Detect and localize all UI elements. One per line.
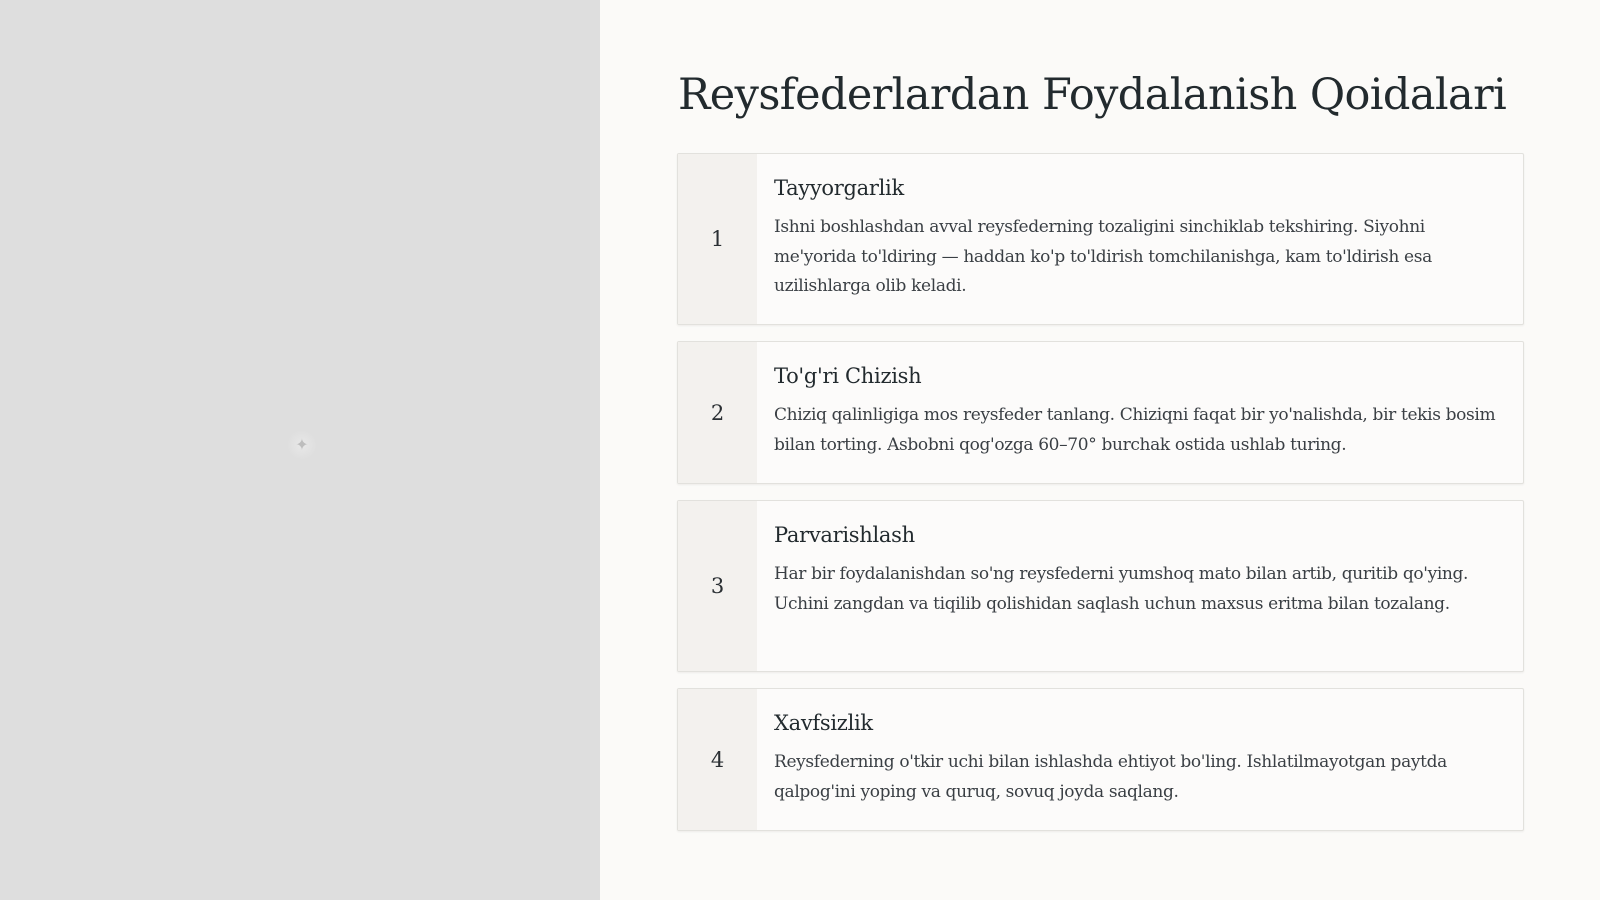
step-body	[757, 154, 1523, 324]
step-body	[757, 689, 1523, 830]
image-placeholder-icon: ✦	[287, 430, 317, 460]
step-number: 1	[678, 154, 757, 324]
step-number: 2	[678, 342, 757, 483]
step-title: To'g'ri Chizish	[774, 364, 922, 388]
step-card	[677, 500, 1524, 672]
step-card	[677, 153, 1524, 325]
step-title: Tayyorgarlik	[774, 176, 904, 200]
content-area	[600, 0, 1600, 900]
image-panel	[0, 0, 600, 900]
step-text: Ishni boshlashdan avval reysfederning tozaligini sinchiklab tekshiring. Siyohni me'yorida to'ldiring — haddan ko'p to'ldirish tomchilanishga, kam to'ldirish esa uzilishlarga olib keladi.	[774, 217, 1432, 296]
steps-list	[677, 153, 1524, 847]
step-text: Chiziq qalinligiga mos reysfeder tanlang. Chiziqni faqat bir yo'nalishda, bir tekis bosim bilan torting. Asbobni qog'ozga 60–70° burchak ostida ushlab turing.	[774, 405, 1496, 455]
step-body	[757, 501, 1523, 671]
step-body	[757, 342, 1523, 483]
step-text: Reysfederning o'tkir uchi bilan ishlashda ehtiyot bo'ling. Ishlatilmayotgan paytda qalpog'ini yoping va quruq, sovuq joyda saqlang.	[774, 752, 1447, 802]
step-card	[677, 688, 1524, 831]
step-title: Xavfsizlik	[774, 711, 873, 735]
step-card	[677, 341, 1524, 484]
step-title: Parvarishlash	[774, 523, 915, 547]
step-number: 4	[678, 689, 757, 830]
step-number: 3	[678, 501, 757, 671]
slide-title: Reysfederlardan Foydalanish Qoidalari	[678, 70, 1507, 120]
step-text: Har bir foydalanishdan so'ng reysfederni yumshoq mato bilan artib, quritib qo'ying. Uchini zangdan va tiqilib qolishidan saqlash uchun maxsus eritma bilan tozalang.	[774, 564, 1469, 614]
